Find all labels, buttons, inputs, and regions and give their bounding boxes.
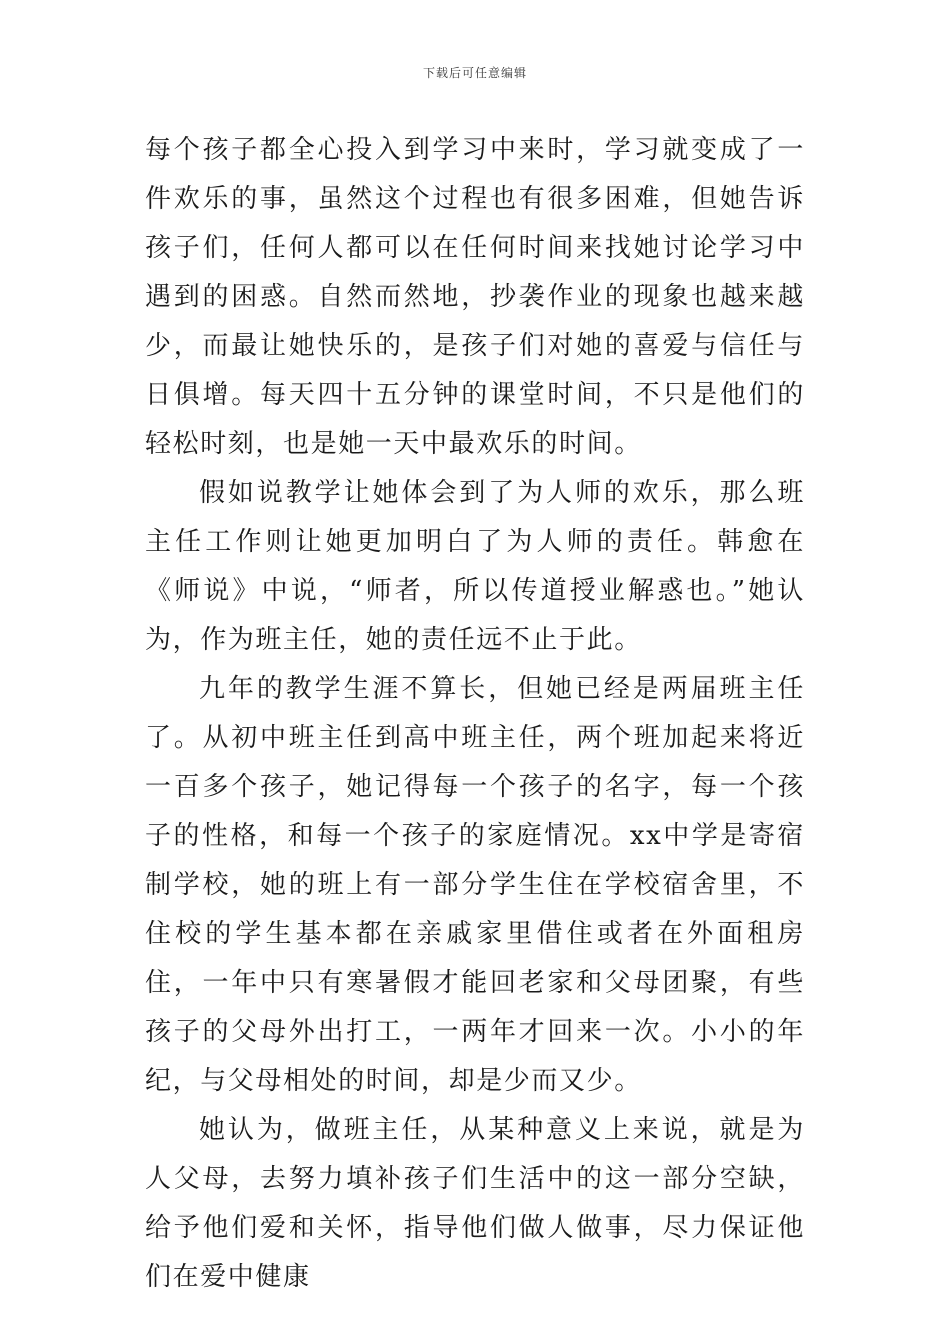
header-note: 下载后可任意编辑: [422, 66, 527, 80]
paragraph-3: 九年的教学生涯不算长，但她已经是两届班主任了。从初中班主任到高中班主任，两个班加起来将近一百多个孩子，她记得每一个孩子的名字，每一个孩子的性格，和每一个孩子的家庭情况。xx中学是寄宿制学校，她的班上有一部分学生住在学校宿舍里，不住校的学生基本都在亲戚家里借住或者在外面租房住，一年中只有寒暑假才能回老家和父母团聚，有些孩子的父母外出打工，一两年才回来一次。小小的年纪，与父母相处的时间，却是少而又少。: [145, 674, 805, 1096]
paragraph-1: 每个孩子都全心投入到学习中来时，学习就变成了一件欢乐的事，虽然这个过程也有很多困难，但她告诉孩子们，任何人都可以在任何时间来找她讨论学习中遇到的困惑。自然而然地，抄袭作业的现象也越来越少，而最让她快乐的，是孩子们对她的喜爱与信任与日俱增。每天四十五分钟的课堂时间，不只是他们的轻松时刻，也是她一天中最欢乐的时间。: [145, 135, 805, 459]
document-body: [145, 126, 805, 1302]
paragraph-2: 假如说教学让她体会到了为人师的欢乐，那么班主任工作则让她更加明白了为人师的责任。韩愈在《师说》中说，“师者，所以传道授业解惑也。”她认为，作为班主任，她的责任远不止于此。: [145, 478, 805, 655]
paragraph-4: 她认为，做班主任，从某种意义上来说，就是为人父母，去努力填补孩子们生活中的这一部分空缺，给予他们爱和关怀，指导他们做人做事，尽力保证他们在爱中健康: [145, 1115, 805, 1292]
